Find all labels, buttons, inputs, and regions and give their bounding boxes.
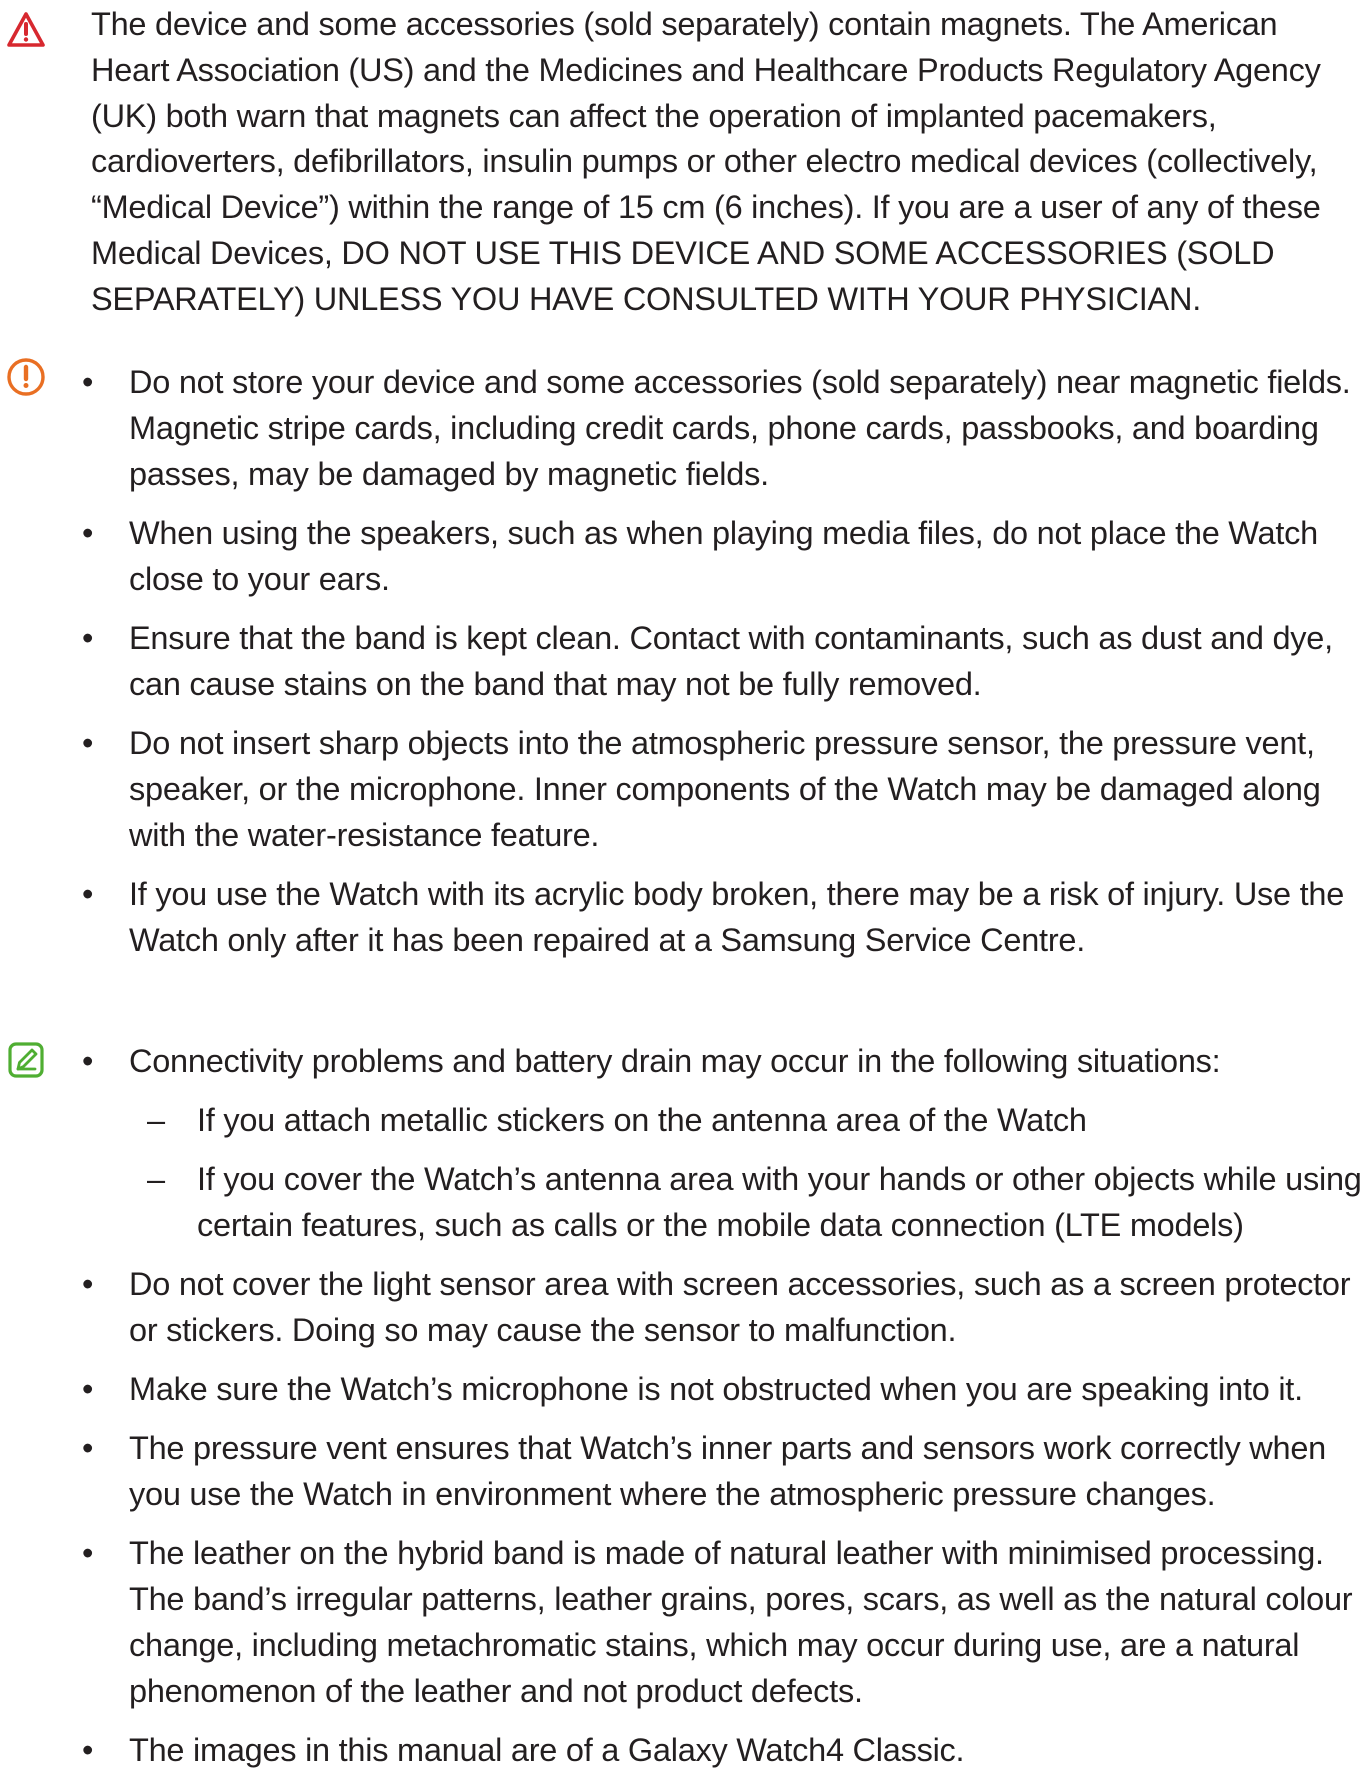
list-item-text: If you use the Watch with its acrylic body broken, there may be a risk of injury. Use the Watch only after it has been repaired at a Samsung Service Centre. xyxy=(129,876,1345,958)
list-item xyxy=(82,871,1364,963)
bullet-glyph: • xyxy=(82,1371,94,1407)
list-item xyxy=(82,1366,1364,1412)
list-item xyxy=(82,1038,1364,1248)
list-item xyxy=(82,1530,1364,1714)
list-item xyxy=(82,1425,1364,1517)
caution-exclamation-icon xyxy=(6,357,46,397)
note-section xyxy=(0,1038,1367,1768)
list-item-text: Connectivity problems and battery drain may occur in the following situations: xyxy=(129,1043,1221,1079)
list-item-text: Make sure the Watch’s microphone is not obstructed when you are speaking into it. xyxy=(129,1371,1303,1407)
sub-list-item xyxy=(129,1097,1364,1143)
bullet-glyph: • xyxy=(82,876,94,912)
list-item xyxy=(82,1261,1364,1353)
list-item-text: Do not insert sharp objects into the atmospheric pressure sensor, the pressure vent, speaker, or the microphone. Inner components of the Watch may be damaged along with the water-resistance feature. xyxy=(129,725,1321,853)
caution-list xyxy=(82,359,1364,976)
list-item xyxy=(82,510,1364,602)
bullet-glyph: • xyxy=(82,1043,94,1079)
list-item-text: The images in this manual are of a Galaxy Watch4 Classic. xyxy=(129,1732,965,1768)
list-item xyxy=(82,359,1364,497)
list-item xyxy=(82,615,1364,707)
note-sublist xyxy=(129,1097,1364,1248)
warning-text: The device and some accessories (sold separately) contain magnets. The American Heart Association (US) and the Medicines and Healthcare Products Regulatory Agency (UK) both warn that magnets can affect the operation of implanted pacemakers, cardioverters, defibrillators, insulin pumps or other electro medical devices (collectively, “Medical Device”) within the range of 15 cm (6 inches). If you are a user of any of these Medical Devices, DO NOT USE THIS DEVICE AND SOME ACCESSORIES (SOLD SEPARATELY) UNLESS YOU HAVE CONSULTED WITH YOUR PHYSICIAN. xyxy=(91,6,1321,317)
bullet-glyph: • xyxy=(82,1430,94,1466)
dash-glyph: – xyxy=(147,1102,165,1138)
sub-list-item-text: If you cover the Watch’s antenna area with your hands or other objects while using certain features, such as calls or the mobile data connection (LTE models) xyxy=(197,1161,1362,1243)
dash-glyph: – xyxy=(147,1161,165,1197)
sub-list-item xyxy=(129,1156,1364,1248)
bullet-glyph: • xyxy=(82,1732,94,1768)
list-item xyxy=(82,1727,1364,1773)
bullet-glyph: • xyxy=(82,515,94,551)
bullet-glyph: • xyxy=(82,364,94,400)
list-item-text: Ensure that the band is kept clean. Contact with contaminants, such as dust and dye, can cause stains on the band that may not be fully removed. xyxy=(129,620,1333,702)
bullet-glyph: • xyxy=(82,1266,94,1302)
list-item-text: The leather on the hybrid band is made of natural leather with minimised processing. The band’s irregular patterns, leather grains, pores, scars, as well as the natural colour change, including metachromatic stains, which may occur during use, are a natural phenomenon of the leather and not product defects. xyxy=(129,1535,1353,1709)
list-item-text: Do not cover the light sensor area with screen accessories, such as a screen protector or stickers. Doing so may cause the sensor to malfunction. xyxy=(129,1266,1351,1348)
bullet-glyph: • xyxy=(82,620,94,656)
note-list xyxy=(82,1038,1364,1786)
bullet-glyph: • xyxy=(82,725,94,761)
list-item-text: When using the speakers, such as when playing media files, do not place the Watch close to your ears. xyxy=(129,515,1318,597)
warning-triangle-icon xyxy=(6,10,46,50)
list-item-text: Do not store your device and some accessories (sold separately) near magnetic fields. Magnetic stripe cards, including credit cards, phone cards, passbooks, and boarding passes, may be damaged by magnetic fields. xyxy=(129,364,1351,492)
caution-section xyxy=(0,345,1367,958)
note-pencil-icon xyxy=(6,1040,46,1080)
list-item-text: The pressure vent ensures that Watch’s inner parts and sensors work correctly when you use the Watch in environment where the atmospheric pressure changes. xyxy=(129,1430,1326,1512)
warning-section xyxy=(0,0,1367,330)
sub-list-item-text: If you attach metallic stickers on the antenna area of the Watch xyxy=(197,1102,1087,1138)
bullet-glyph: • xyxy=(82,1535,94,1571)
list-item xyxy=(82,720,1364,858)
